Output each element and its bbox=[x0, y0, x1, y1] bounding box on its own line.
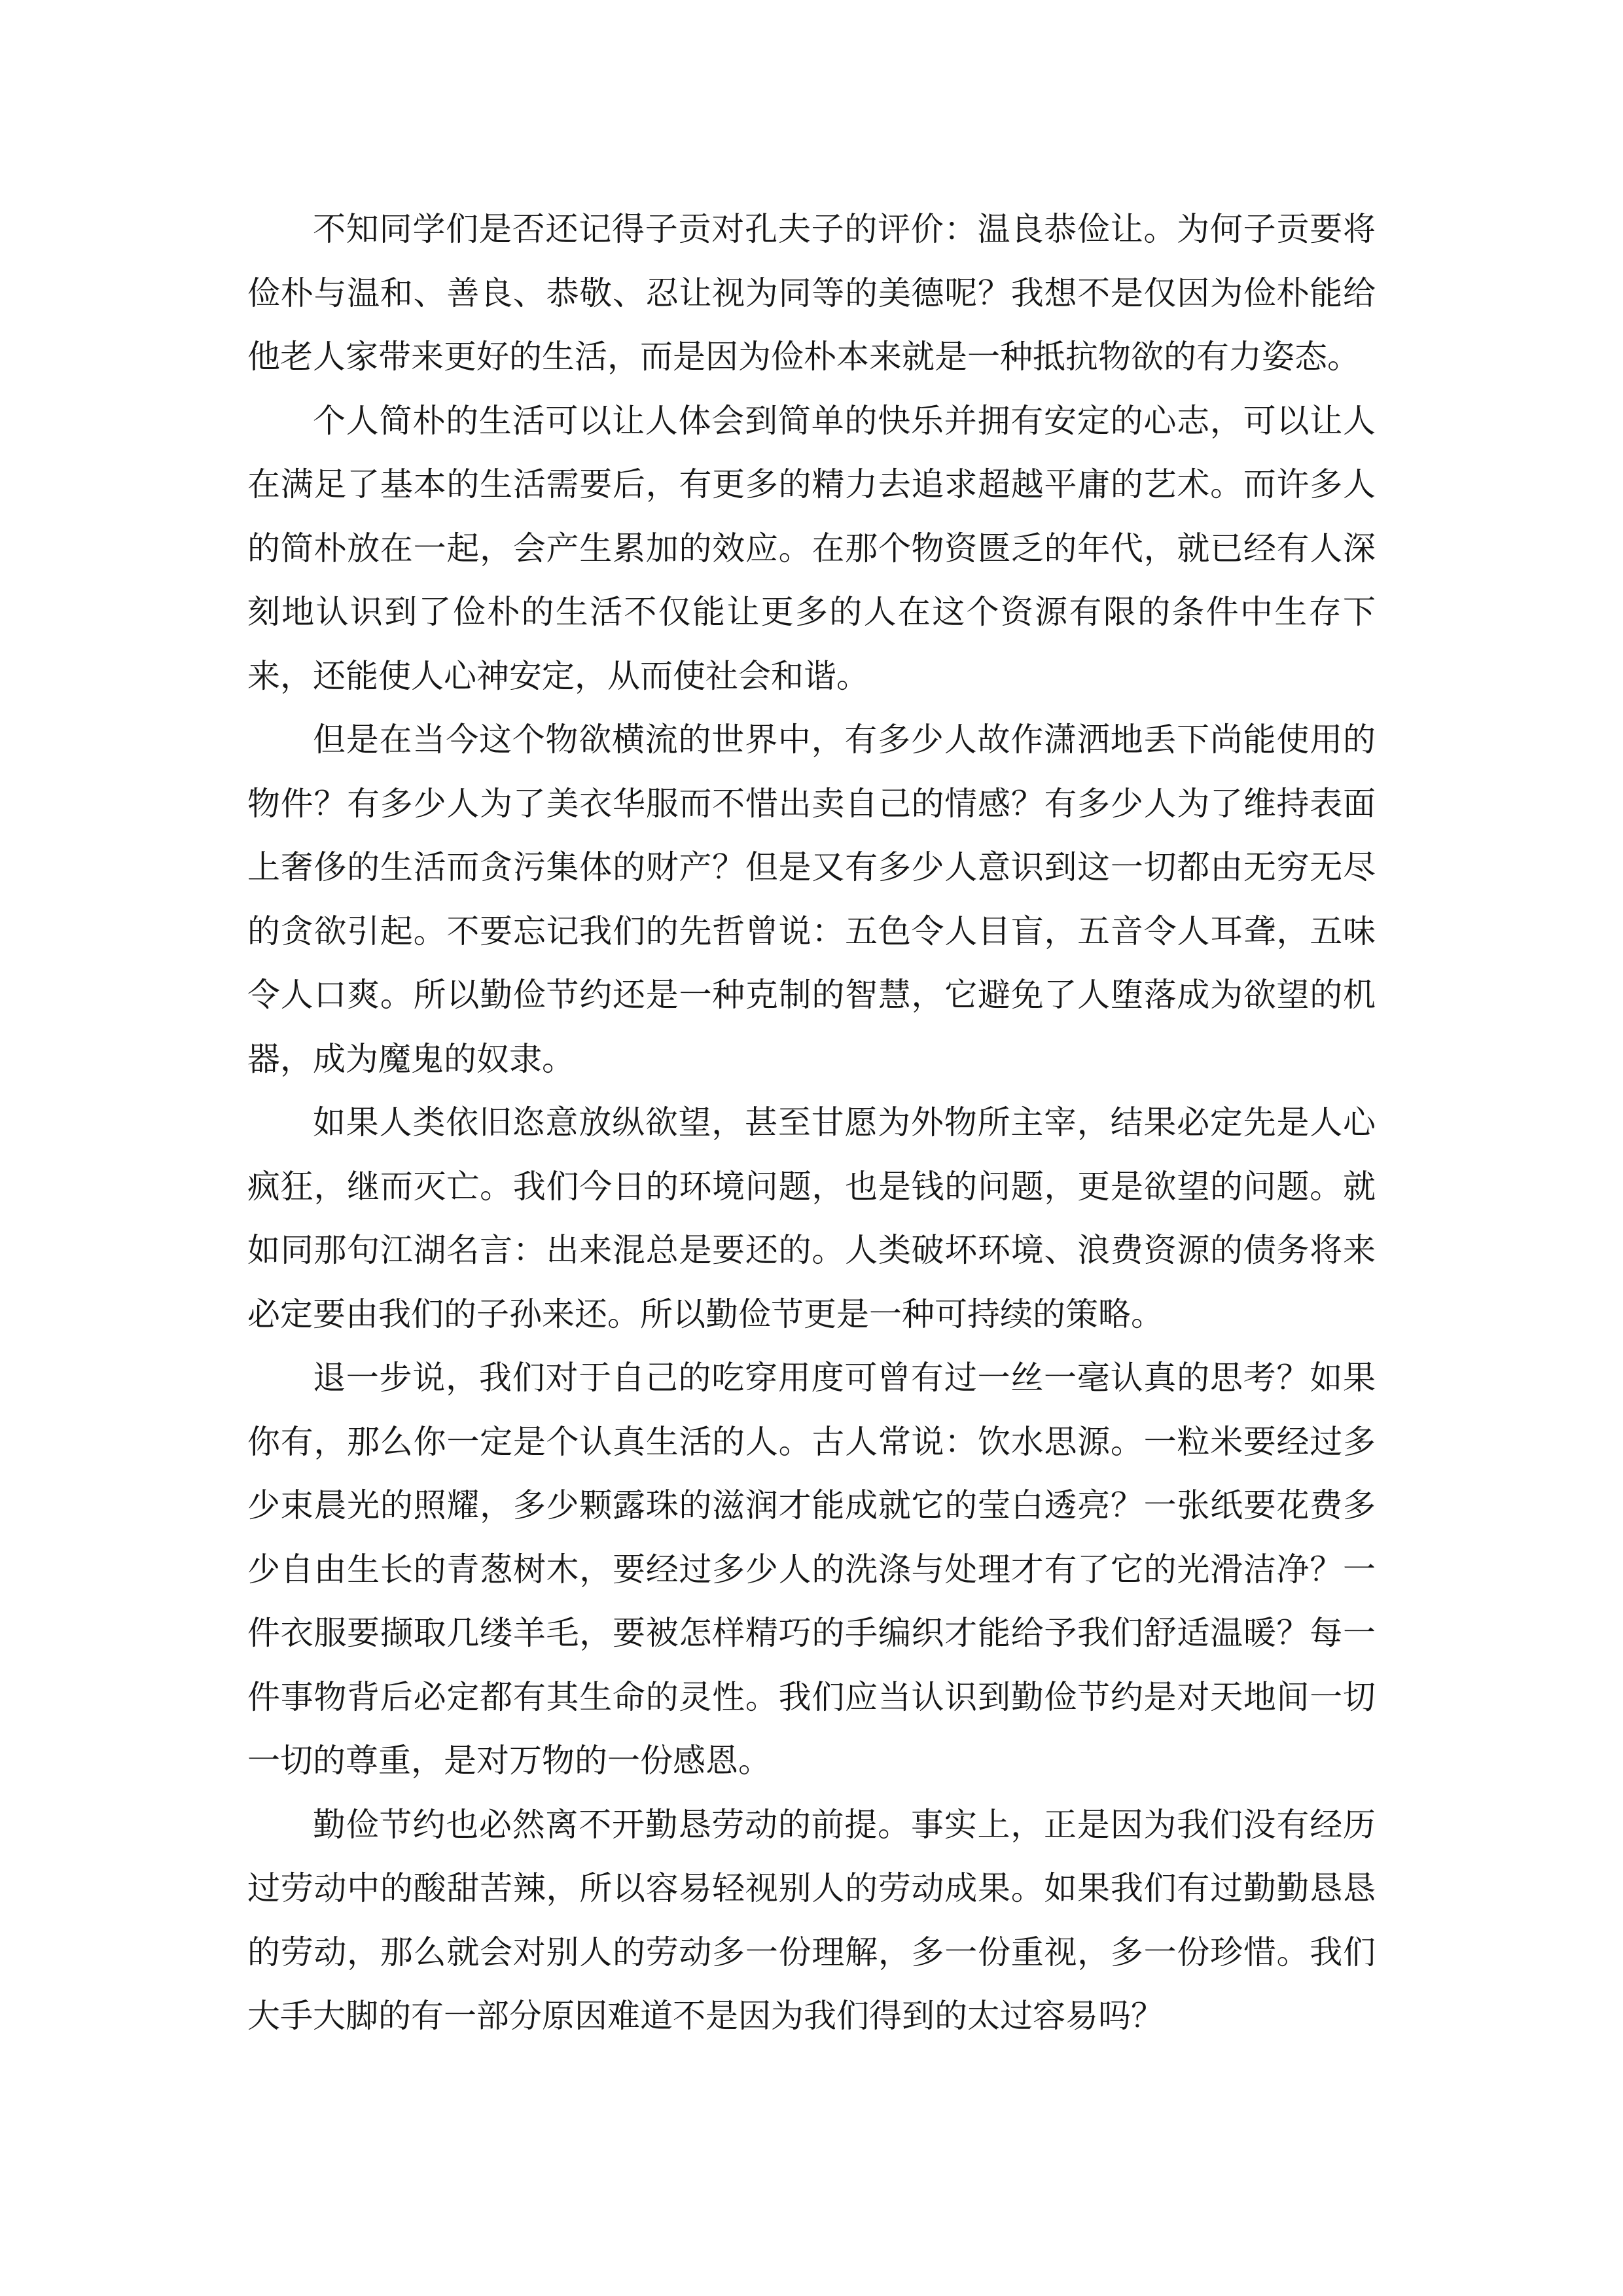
paragraph-6: 勤俭节约也必然离不开勤恳劳动的前提。事实上，正是因为我们没有经历过劳动中的酸甜苦辣，所以容易轻视别人的劳动成果。如果我们有过勤勤恳恳的劳动，那么就会对别人的劳动多一份理解，多一份重视，多一份珍惜。我们大手大脚的有一部分原因难道不是因为我们得到的太过容易吗？ bbox=[247, 1805, 1376, 2035]
paragraph-1: 不知同学们是否还记得子贡对孔夫子的评价：温良恭俭让。为何子贡要将俭朴与温和、善良、恭敬、忍让视为同等的美德呢？我想不是仅因为俭朴能给他老人家带来更好的生活，而是因为俭朴本来就是一种抵抗物欲的有力姿态。 bbox=[247, 210, 1376, 376]
essay-body bbox=[247, 198, 1376, 2049]
paragraph-3: 但是在当今这个物欲横流的世界中，有多少人故作潇洒地丢下尚能使用的物件？有多少人为了美衣华服而不惜出卖自己的情感？有多少人为了维持表面上奢侈的生活而贪污集体的财产？但是又有多少人意识到这一切都由无穷无尽的贪欲引起。不要忘记我们的先哲曾说：五色令人目盲，五音令人耳聋，五味令人口爽。所以勤俭节约还是一种克制的智慧，它避免了人堕落成为欲望的机器，成为魔鬼的奴隶。 bbox=[247, 721, 1376, 1078]
paragraph-4: 如果人类依旧恣意放纵欲望，甚至甘愿为外物所主宰，结果必定先是人心疯狂，继而灭亡。我们今日的环境问题，也是钱的问题，更是欲望的问题。就如同那句江湖名言：出来混总是要还的。人类破坏环境、浪费资源的债务将来必定要由我们的子孙来还。所以勤俭节更是一种可持续的策略。 bbox=[247, 1103, 1376, 1333]
paragraph-5: 退一步说，我们对于自己的吃穿用度可曾有过一丝一毫认真的思考？如果你有，那么你一定是个认真生活的人。古人常说：饮水思源。一粒米要经过多少束晨光的照耀，多少颗露珠的滋润才能成就它的莹白透亮？一张纸要花费多少自由生长的青葱树木，要经过多少人的洗涤与处理才有了它的光滑洁净？一件衣服要撷取几缕羊毛，要被怎样精巧的手编织才能给予我们舒适温暖？每一件事物背后必定都有其生命的灵性。我们应当认识到勤俭节约是对天地间一切一切的尊重，是对万物的一份感恩。 bbox=[247, 1359, 1376, 1780]
paragraph-2: 个人简朴的生活可以让人体会到简单的快乐并拥有安定的心志，可以让人在满足了基本的生活需要后，有更多的精力去追求超越平庸的艺术。而许多人的简朴放在一起，会产生累加的效应。在那个物资匮乏的年代，就已经有人深刻地认识到了俭朴的生活不仅能让更多的人在这个资源有限的条件中生存下来，还能使人心神安定，从而使社会和谐。 bbox=[247, 401, 1376, 695]
